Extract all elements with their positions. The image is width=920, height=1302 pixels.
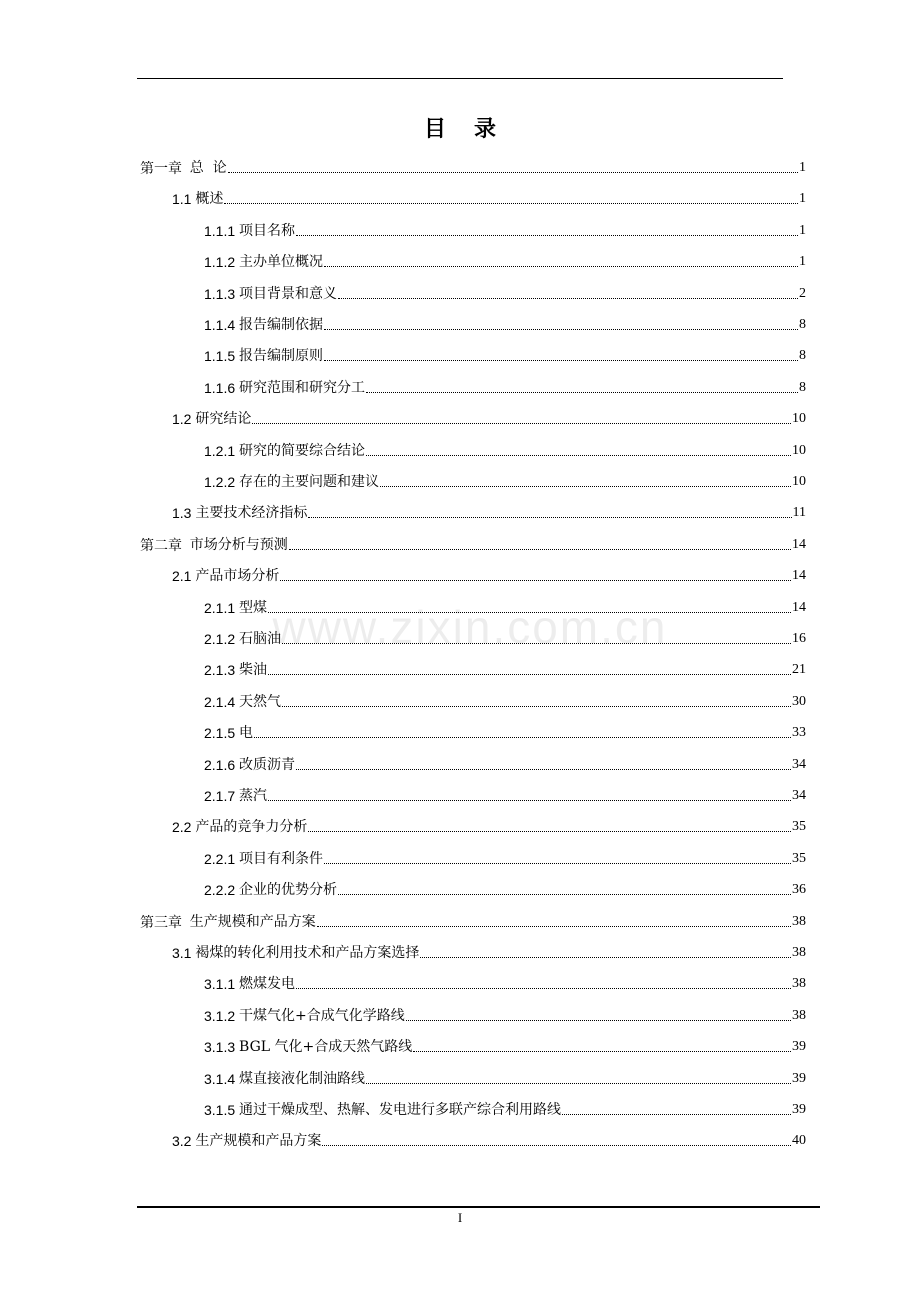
toc-entry-label: 电: [239, 725, 254, 742]
toc-entry-page: 8: [799, 317, 806, 332]
toc-entry[interactable]: [172, 943, 806, 963]
toc-entry-label: 项目有利条件: [239, 850, 324, 867]
toc-entry[interactable]: [204, 284, 806, 304]
toc-entry-label: 燃煤发电: [239, 976, 296, 993]
toc-entry-page: 39: [792, 1102, 806, 1117]
toc-entry-number: 2.2.2: [204, 882, 240, 899]
toc-dot-leader: [366, 1083, 791, 1084]
toc-dot-leader: [296, 769, 791, 770]
toc-dot-leader: [282, 643, 791, 644]
toc-entry-page: 38: [792, 945, 806, 960]
toc-dot-leader: [338, 298, 798, 299]
toc-entry-number: 3.1.2: [204, 1007, 240, 1024]
toc-entry-label: 石脑油: [239, 631, 282, 647]
toc-entry[interactable]: [204, 723, 806, 743]
toc-entry-page: 8: [799, 348, 806, 364]
toc-entry[interactable]: [172, 189, 806, 209]
toc-dot-leader: [296, 235, 798, 236]
toc-entry-label: 报告编制原则: [239, 348, 324, 365]
toc-entry[interactable]: [204, 346, 806, 366]
toc-dot-leader: [420, 957, 791, 958]
page-number: I: [457, 1210, 463, 1225]
toc-entry[interactable]: [172, 503, 806, 523]
toc-entry-label: 通过干燥成型、热解、发电进行多联产综合利用路线: [239, 1102, 562, 1118]
toc-entry-number: 1.1: [172, 191, 196, 208]
toc-dot-leader: [338, 894, 791, 895]
toc-entry-page: 33: [792, 725, 806, 741]
toc-entry-number: 3.1.3: [204, 1039, 240, 1056]
toc-entry-number: 2.1.5: [204, 725, 240, 742]
toc-entry-label: 研究结论: [195, 411, 252, 428]
toc-entry-page: 10: [792, 442, 806, 458]
toc-dot-leader: [317, 926, 791, 927]
toc-entry-page: 40: [792, 1133, 806, 1149]
toc-entry-number: 3.1.4: [204, 1070, 240, 1087]
toc-entry-number: 3.2: [172, 1133, 196, 1150]
toc-entry-number: 3.1.5: [204, 1102, 240, 1118]
toc-entry-page: 35: [792, 819, 806, 835]
toc-title: 目录: [423, 117, 524, 142]
toc-dot-leader: [224, 203, 798, 204]
toc-entry-label: 存在的主要问题和建议: [239, 474, 380, 490]
toc-entry[interactable]: [140, 158, 806, 178]
toc-dot-leader: [322, 1145, 791, 1146]
toc-entry[interactable]: [204, 880, 806, 900]
toc-entry-number: 1.1.4: [204, 317, 240, 333]
toc-entry-number: 第三章: [140, 913, 190, 930]
toc-entry-label: 市场分析与预测: [189, 536, 288, 553]
toc-entry-label: 研究范围和研究分工: [239, 379, 366, 396]
toc-entry[interactable]: [140, 912, 806, 932]
toc-dot-leader: [268, 674, 791, 675]
toc-entry[interactable]: [204, 786, 806, 806]
toc-entry[interactable]: [172, 1131, 806, 1151]
toc-dot-leader: [254, 737, 791, 738]
toc-entry-page: 30: [792, 693, 806, 709]
toc-entry[interactable]: [204, 252, 806, 272]
toc-dot-leader: [308, 517, 791, 518]
toc-entry[interactable]: [204, 629, 806, 649]
toc-entry-page: 14: [792, 599, 806, 615]
toc-entry[interactable]: [172, 566, 806, 586]
toc-entry[interactable]: [204, 441, 806, 461]
toc-entry-number: 3.1.1: [204, 976, 240, 993]
toc-entry-number: 1.2.2: [204, 474, 240, 490]
toc-entry[interactable]: [172, 409, 806, 429]
toc-entry-label: 改质沥青: [239, 756, 296, 773]
toc-entry-number: 1.1.6: [204, 379, 240, 396]
toc-entry-page: 34: [792, 788, 806, 803]
toc-entry-label: 天然气: [239, 693, 282, 710]
toc-entry-number: 1.2: [172, 411, 196, 428]
toc-entry[interactable]: [204, 315, 806, 335]
toc-dot-leader: [296, 988, 791, 989]
toc-entry-page: 10: [792, 411, 806, 427]
toc-dot-leader: [308, 831, 791, 832]
toc-entry-page: 39: [792, 1039, 806, 1055]
toc-entry-page: 21: [792, 662, 806, 678]
toc-entry-number: 3.1: [172, 945, 196, 961]
toc-entry-page: 2: [799, 285, 806, 301]
toc-entry-number: 2.1.4: [204, 693, 240, 710]
toc-entry-page: 35: [792, 850, 806, 866]
toc-entry-page: 38: [792, 1007, 806, 1023]
toc-entry[interactable]: [204, 598, 806, 618]
toc-dot-leader: [280, 580, 791, 581]
toc-entry-page: 10: [792, 474, 806, 489]
toc-entry-label: 主要技术经济指标: [195, 505, 308, 522]
toc-entry[interactable]: [204, 1037, 806, 1057]
toc-entry-page: 38: [792, 913, 806, 929]
toc-entry-label: 企业的优势分析: [239, 882, 338, 899]
toc-dot-leader: [289, 549, 791, 550]
toc-entry-number: 1.1.1: [204, 222, 240, 239]
toc-entry-page: 14: [792, 568, 806, 584]
toc-entry-page: 1: [799, 222, 806, 238]
toc-entry[interactable]: [204, 1069, 806, 1089]
toc-dot-leader: [268, 800, 791, 801]
toc-dot-leader: [268, 612, 791, 613]
toc-entry-number: 2.1.3: [204, 662, 240, 679]
toc-dot-leader: [366, 455, 791, 456]
toc-entry-page: 14: [792, 536, 806, 552]
toc-entry-label: 项目背景和意义: [239, 285, 338, 302]
toc-entry-label: 生产规模和产品方案: [195, 1133, 322, 1150]
toc-entry-number: 1.1.5: [204, 348, 240, 365]
toc-entry-label: 型煤: [239, 599, 268, 616]
toc-dot-leader: [282, 706, 791, 707]
toc-dot-leader: [380, 486, 791, 487]
toc-entry[interactable]: [204, 1100, 806, 1120]
toc-entry-number: 第二章: [140, 536, 190, 553]
toc-entry-page: 36: [792, 882, 806, 898]
toc-entry-label: 煤直接液化制油路线: [239, 1070, 366, 1087]
toc-entry-number: 2.1.1: [204, 599, 240, 616]
toc-entry-number: 1.3: [172, 505, 196, 522]
toc-dot-leader: [324, 863, 791, 864]
toc-entry-label: 柴油: [239, 662, 268, 679]
toc-entry[interactable]: [204, 755, 806, 775]
toc-entry-number: 2.1.6: [204, 756, 240, 773]
toc-entry-label: 褐煤的转化利用技术和产品方案选择: [195, 945, 420, 961]
toc-entry-label: 产品市场分析: [195, 568, 280, 585]
toc-entry[interactable]: [204, 378, 806, 398]
toc-entry-label: 蒸汽: [239, 788, 268, 804]
toc-entry-number: 2.1: [172, 568, 196, 585]
toc-entry-label: 产品的竞争力分析: [195, 819, 308, 836]
toc-dot-leader: [228, 172, 798, 173]
toc-entry-number: 2.1.7: [204, 788, 240, 804]
toc-entry[interactable]: [204, 660, 806, 680]
toc-entry-label: 项目名称: [239, 222, 296, 239]
toc-entry-number: 2.2: [172, 819, 196, 836]
toc-dot-leader: [324, 266, 798, 267]
header-rule: [137, 78, 783, 79]
toc-entry-page: 16: [792, 631, 806, 646]
toc-entry[interactable]: [204, 692, 806, 712]
toc-entry-page: 1: [799, 191, 806, 207]
toc-entry[interactable]: [204, 974, 806, 994]
toc-entry[interactable]: [204, 472, 806, 492]
toc-dot-leader: [406, 1020, 791, 1021]
toc-entry-number: 1.1.2: [204, 254, 240, 271]
toc-dot-leader: [366, 392, 798, 393]
toc-entry-number: 第一章: [140, 160, 190, 176]
toc-entry-number: 1.2.1: [204, 442, 240, 459]
toc-entry[interactable]: [172, 817, 806, 837]
toc-dot-leader: [324, 329, 798, 330]
toc-entry[interactable]: [204, 1006, 806, 1026]
toc-dot-leader: [562, 1114, 791, 1115]
toc-entry-number: 2.1.2: [204, 631, 240, 647]
toc-entry[interactable]: [204, 849, 806, 869]
toc-entry-label: 生产规模和产品方案: [189, 913, 316, 930]
toc-entry-label: 主办单位概况: [239, 254, 324, 271]
toc-entry-number: 2.2.1: [204, 850, 240, 867]
toc-entry-label: 概述: [195, 191, 224, 208]
toc-dot-leader: [324, 360, 798, 361]
toc-entry-page: 8: [799, 379, 806, 395]
toc-dot-leader: [413, 1051, 791, 1052]
toc-entry[interactable]: [140, 535, 806, 555]
toc-entry-page: 11: [792, 505, 806, 521]
toc-entry-page: 34: [792, 756, 806, 772]
toc-entry[interactable]: [204, 221, 806, 241]
toc-entry-label: BGL 气化+合成天然气路线: [239, 1039, 413, 1056]
toc-entry-label: 干煤气化+合成气化学路线: [239, 1007, 405, 1024]
toc-entry-number: 1.1.3: [204, 285, 240, 302]
toc-entry-page: 38: [792, 976, 806, 992]
toc-entry-page: 1: [799, 254, 806, 270]
toc-dot-leader: [252, 423, 791, 424]
toc-entry-page: 39: [792, 1070, 806, 1086]
toc-entry-label: 报告编制依据: [239, 317, 324, 333]
footer-rule: [137, 1206, 820, 1208]
watermark: www.zixin.com.cn: [272, 601, 668, 653]
toc-entry-label: 总 论: [189, 160, 227, 176]
toc-entry-label: 研究的简要综合结论: [239, 442, 366, 459]
toc-entry-page: 1: [799, 160, 806, 175]
